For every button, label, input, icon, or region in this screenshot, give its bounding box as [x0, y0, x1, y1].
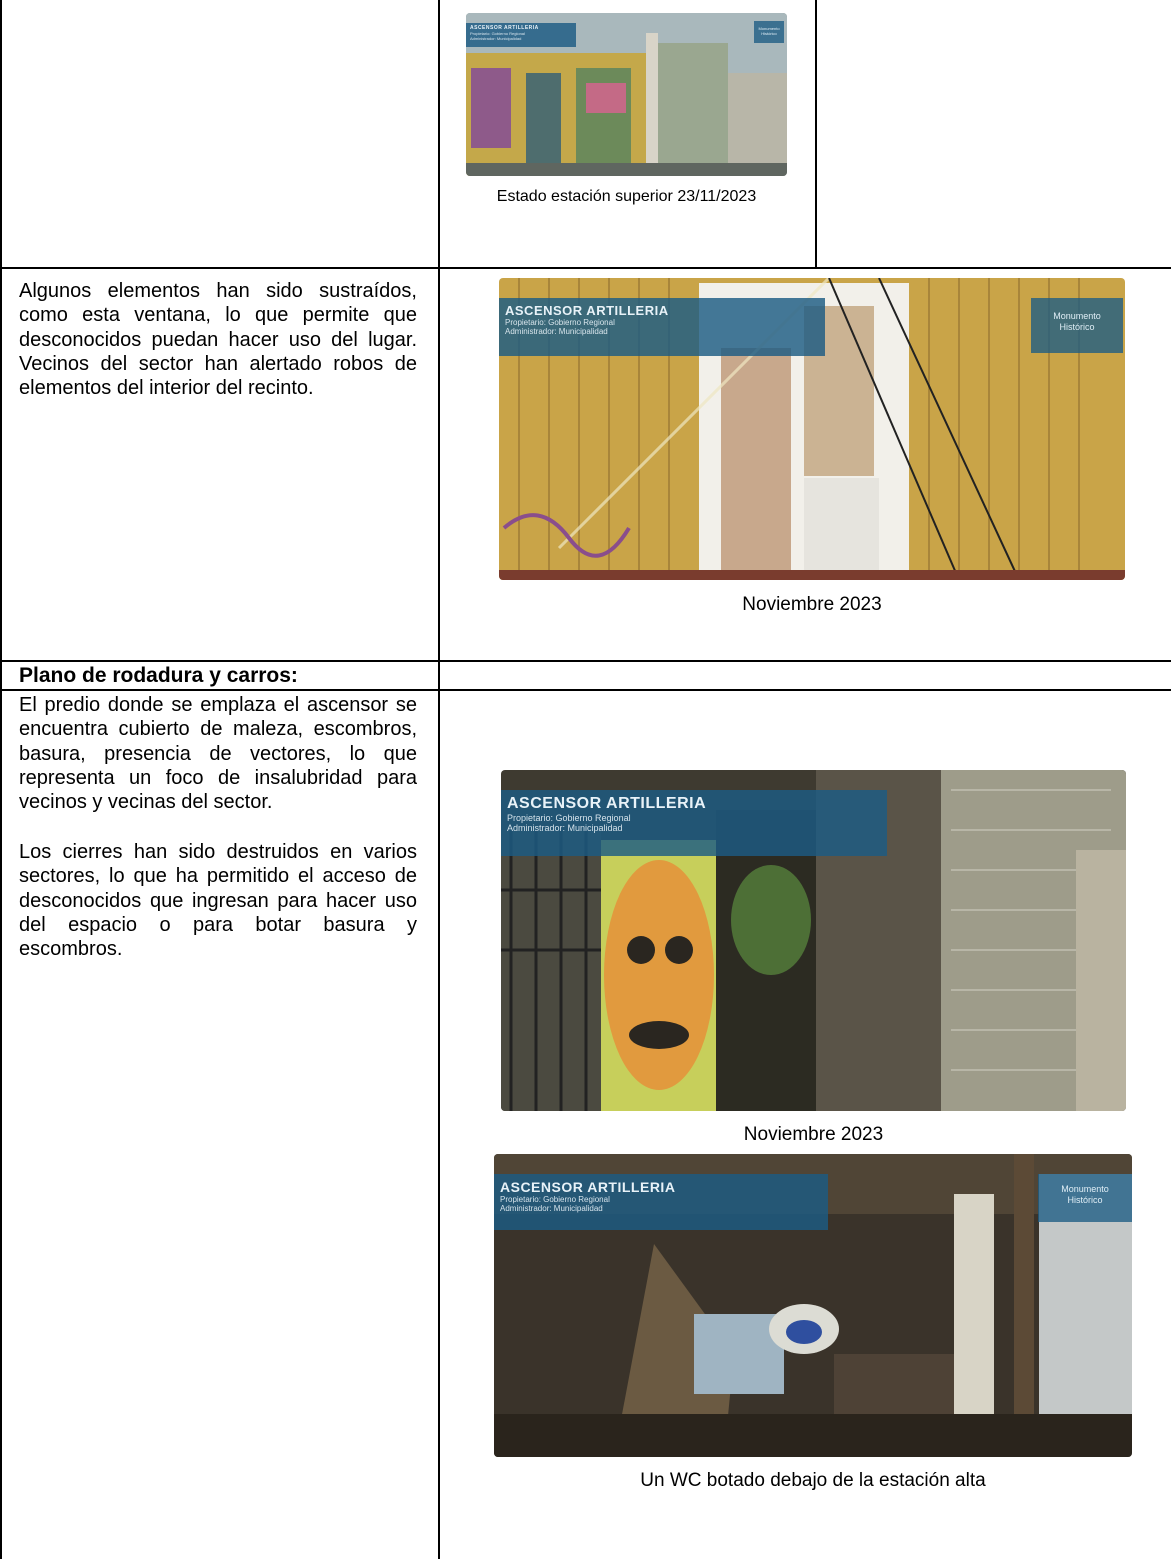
sign-overlay: [466, 23, 576, 47]
sign-owner: Propietario: Gobierno Regional: [470, 31, 525, 36]
table-row-divider: [0, 660, 1171, 662]
sign-title: ASCENSOR ARTILLERIA: [505, 303, 669, 318]
sign-admin: Administrador: Municipalidad: [505, 327, 608, 336]
predio-paragraph-2: Los cierres han sido destruidos en varios sectores, lo que ha permitido el acceso de desconocidos que ingresan para hacer uso del espacio o para botar basura y escombros.: [19, 841, 417, 961]
sign-title: ASCENSOR ARTILLERIA: [470, 25, 539, 31]
robos-text: Algunos elementos han sido sustraídos, como esta ventana, lo que permite que desconocidos puedan hacer uso del lugar. Vecinos del sector han alertado robos de elementos del interior del recinto.: [19, 280, 417, 400]
photo-upper-station: [466, 13, 787, 176]
sign-admin: Administrador: Municipalidad: [507, 823, 623, 833]
monument-badge-line2: Histórico: [761, 31, 777, 36]
table-row-divider: [0, 689, 1171, 691]
predio-paragraph-1: El predio donde se emplaza el ascensor se encuentra cubierto de maleza, escombros, basura, presencia de vectores, lo que representa un foco de insalubridad para vecinos y vecinas del sector.: [19, 694, 417, 814]
table-column-divider: [438, 0, 440, 1559]
photo-graffiti-fence: [501, 770, 1126, 1111]
sign-title: ASCENSOR ARTILLERIA: [500, 1179, 676, 1195]
caption-upper-station: Estado estación superior 23/11/2023: [496, 188, 757, 205]
photo-wc-under-station: [494, 1154, 1132, 1457]
section-header: Plano de rodadura y carros:: [19, 664, 298, 687]
monument-badge: [1031, 298, 1123, 353]
monument-badge-line2: Histórico: [1059, 322, 1095, 332]
monument-badge-line1: Monumento: [1061, 1184, 1109, 1194]
monument-badge-line1: Monumento: [758, 26, 780, 31]
sign-title: ASCENSOR ARTILLERIA: [507, 795, 707, 812]
sign-overlay: [494, 1174, 828, 1230]
sign-owner: Propietario: Gobierno Regional: [505, 318, 615, 327]
photo-door-window: [499, 278, 1125, 580]
table-row-divider: [0, 267, 1171, 269]
monument-badge-line1: Monumento: [1053, 311, 1101, 321]
caption-door-window: Noviembre 2023: [742, 594, 882, 615]
sign-owner: Propietario: Gobierno Regional: [507, 813, 631, 823]
monument-badge: [754, 21, 784, 43]
table-column-divider-top: [815, 0, 817, 268]
sign-owner: Propietario: Gobierno Regional: [500, 1195, 610, 1204]
table-border-left: [0, 0, 2, 1559]
monument-badge: [1038, 1174, 1132, 1222]
sign-overlay: [501, 790, 887, 856]
caption-graffiti-fence: Noviembre 2023: [743, 1124, 884, 1145]
monument-badge-line2: Histórico: [1067, 1195, 1103, 1205]
caption-wc: Un WC botado debajo de la estación alta: [640, 1470, 986, 1491]
sign-admin: Administrador: Municipalidad: [470, 36, 522, 41]
sign-admin: Administrador: Municipalidad: [500, 1204, 603, 1213]
sign-overlay: [499, 298, 825, 356]
